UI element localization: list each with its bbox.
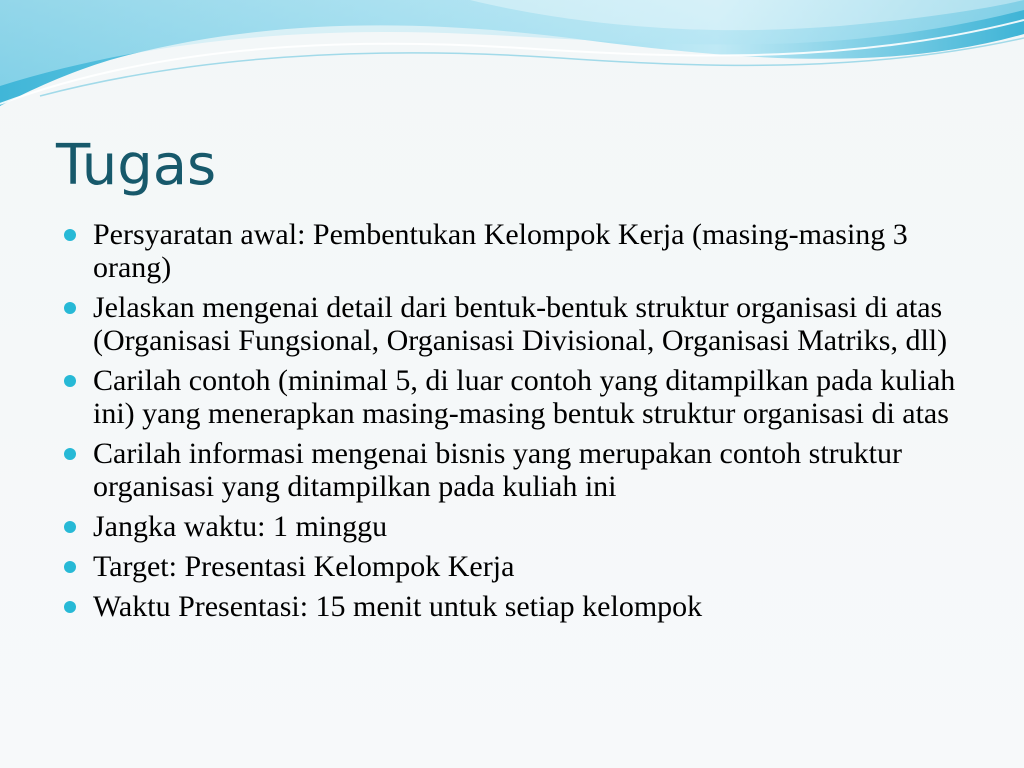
bullet-item (62, 590, 992, 623)
bullet-item (62, 550, 992, 583)
bullet-dot-icon (64, 521, 76, 533)
bullet-text: Waktu Presentasi: 15 menit untuk setiap kelompok (93, 590, 703, 623)
bullet-text: Persyaratan awal: Pembentukan Kelompok Kerja (masing-masing 3 orang) (93, 218, 908, 284)
header-wave-decoration (0, 0, 1024, 130)
bullet-dot-icon (64, 448, 76, 460)
bullet-dot-icon (64, 375, 76, 387)
bullet-dot-icon (64, 601, 76, 613)
bullet-item (62, 218, 992, 284)
bullet-text: Jelaskan mengenai detail dari bentuk-bentuk struktur organisasi di atas (Organisasi Fungsional, Organisasi Divisional, Organisasi Matriks, dll) (93, 291, 948, 357)
bullet-item (62, 364, 992, 430)
bullet-text: Target: Presentasi Kelompok Kerja (93, 550, 515, 583)
bullet-dot-icon (64, 561, 76, 573)
bullet-dot-icon (64, 229, 76, 241)
bullet-list (62, 218, 992, 630)
slide-title: Tugas (56, 133, 217, 198)
bullet-text: Carilah contoh (minimal 5, di luar contoh yang ditampilkan pada kuliah ini) yang menerapkan masing-masing bentuk struktur organisasi di atas (93, 364, 956, 430)
bullet-item (62, 291, 992, 357)
bullet-dot-icon (64, 302, 76, 314)
bullet-item (62, 510, 992, 543)
bullet-item (62, 437, 992, 503)
bullet-text: Jangka waktu: 1 minggu (93, 510, 388, 543)
bullet-text: Carilah informasi mengenai bisnis yang merupakan contoh struktur organisasi yang ditampilkan pada kuliah ini (93, 437, 902, 503)
